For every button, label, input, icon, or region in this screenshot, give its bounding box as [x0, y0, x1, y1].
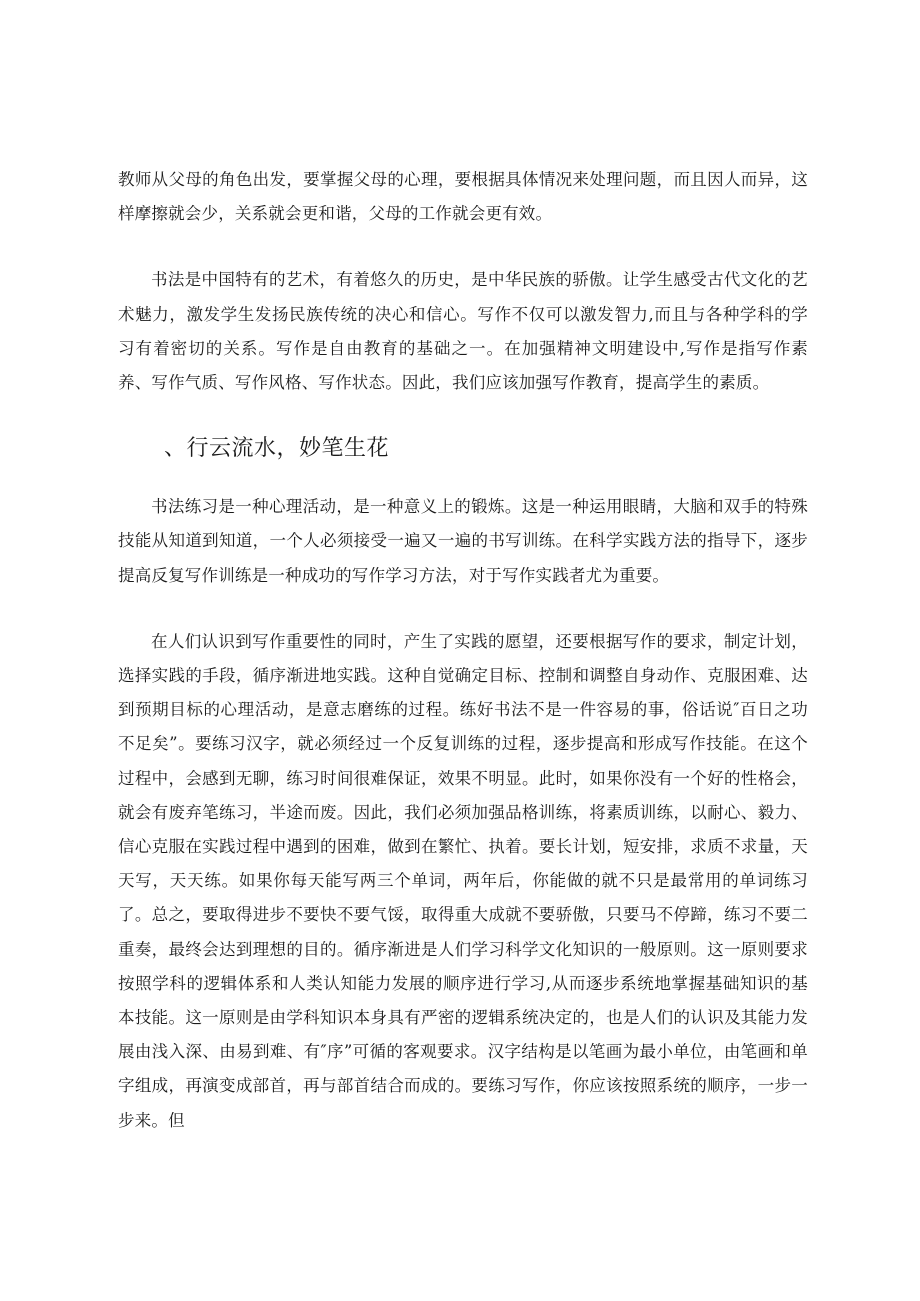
paragraph-parent-role: 教师从父母的角色出发，要掌握父母的心理，要根据具体情况来处理问题，而且因人而异，这样摩擦就会少，关系就会更和谐，父母的工作就会更有效。	[118, 170, 808, 224]
paragraph-practice-psychology: 书法练习是一种心理活动，是一种意义上的锻炼。这是一种运用眼睛，大脑和双手的特殊技能从知道到知道，一个人必须接受一遍又一遍的书写训练。在科学实践方法的指导下，逐步提高反复写作训练是一种成功的写作学习方法，对于写作实践者尤为重要。	[118, 497, 808, 585]
section-heading: 、行云流水，妙笔生花	[164, 436, 390, 462]
paragraph-practice-willpower: 在人们认识到写作重要性的同时，产生了实践的愿望，还要根据写作的要求，制定计划，选择实践的手段，循序渐进地实践。这种自觉确定目标、控制和调整自身动作、克服困难、达到预期目标的心理活动，是意志磨练的过程。练好书法不是一件容易的事，俗话说″百日之功不足矣”。要练习汉字，就必须经过一个反复训练的过程，逐步提高和形成写作技能。在这个过程中，会感到无聊，练习时间很难保证，效果不明显。此时，如果你没有一个好的性格会，就会有废弃笔练习，半途而废。因此，我们必须加强品格训练，将素质训练，以耐心、毅力、信心克服在实践过程中遇到的困难，做到在繁忙、执着。要长计划，短安排，求质不求量，天天写，天天练。如果你每天能写两三个单词，两年后，你能做的就不只是最常用的单词练习了。总之，要取得进步不要快不要气馁，取得重大成就不要骄傲，只要马不停蹄，练习不要二重奏，最终会达到理想的目的。循序渐进是人们学习科学文化知识的一般原则。这一原则要求按照学科的逻辑体系和人类认知能力发展的顺序进行学习,从而逐步系统地掌握基础知识的基本技能。这一原则是由学科知识本身具有严密的逻辑系统决定的，也是人们的认识及其能力发展由浅入深、由易到难、有″序”可循的客观要求。汉字结构是以笔画为最小单位，由笔画和单字组成，再演变成部首，再与部首结合而成的。要练习写作，你应该按照系统的顺序，一步一步来。但	[118, 631, 808, 1130]
paragraph-calligraphy-art: 书法是中国特有的艺术，有着悠久的历史，是中华民族的骄傲。让学生感受古代文化的艺术魅力，激发学生发扬民族传统的决心和信心。写作不仅可以激发智力,而且与各种学科的学习有着密切的关系。写作是自由教育的基础之一。在加强精神文明建设中,写作是指写作素养、写作气质、写作风格、写作状态。因此，我们应该加强写作教育，提高学生的素质。	[118, 270, 808, 393]
document-page	[118, 163, 808, 1138]
